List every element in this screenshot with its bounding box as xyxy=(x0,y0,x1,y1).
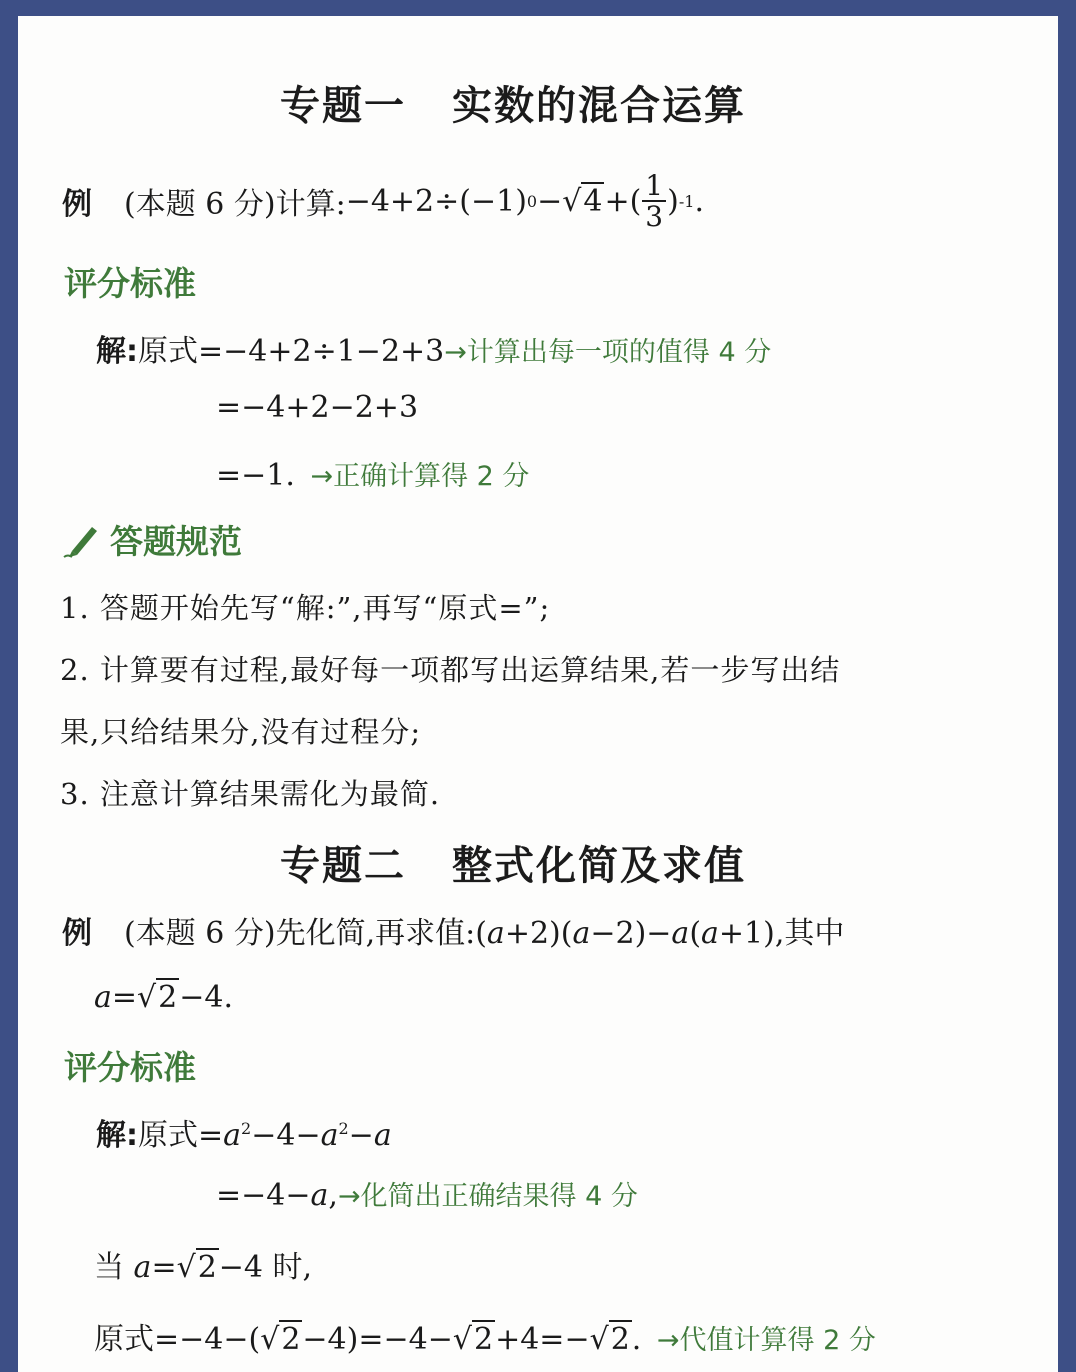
solution-expr: =−4− xyxy=(216,1178,311,1213)
solution-expr: = xyxy=(151,1250,177,1285)
topic2-title-text: 整式化简及求值 xyxy=(452,843,746,889)
topic1-title-number: 专题一 xyxy=(280,83,406,129)
solution-expr: +4=− xyxy=(495,1322,590,1357)
radical: √4 xyxy=(562,183,603,219)
example-expr-part: ( xyxy=(689,916,702,951)
numerator: 1 xyxy=(642,171,666,202)
example-label: 例 xyxy=(62,916,92,951)
scoring-note: →计算出每一项的值得 4 分 xyxy=(444,337,772,368)
scoring-note: →代值计算得 2 分 xyxy=(656,1325,876,1356)
example-prefix: (本题 6 分)计算: xyxy=(124,187,346,222)
radicand: 2 xyxy=(158,980,178,1015)
solution-line-3 xyxy=(216,454,529,493)
answer-norms-heading xyxy=(62,516,242,563)
topic2-title xyxy=(280,834,746,891)
example-expr-part: −2)− xyxy=(590,916,672,951)
answer-norms-title: 答题规范 xyxy=(110,522,242,561)
radical: √2 xyxy=(452,1322,494,1357)
example-expr-part: −4+2÷(−1) xyxy=(345,183,527,219)
exponent: 2 xyxy=(338,1119,349,1138)
fraction xyxy=(642,168,666,233)
solution2-line-2 xyxy=(216,1174,638,1213)
variable-a: a xyxy=(320,1118,339,1153)
example-label: 例 xyxy=(62,187,92,222)
solution-expr: −4− xyxy=(251,1118,321,1153)
solution2-line-1 xyxy=(96,1110,392,1154)
document-page xyxy=(18,16,1058,1372)
radical: √2 xyxy=(589,1322,630,1357)
variable-a: a xyxy=(701,916,719,951)
solution-expr: . xyxy=(631,1322,642,1357)
example-expr-part: +( xyxy=(604,183,642,219)
pencil-icon xyxy=(62,521,102,559)
topic2-example-line-2 xyxy=(94,980,233,1015)
solution2-line-4 xyxy=(94,1314,876,1358)
radicand: 4 xyxy=(583,183,603,219)
exponent: -1 xyxy=(678,191,695,211)
solution-expr: 原式= xyxy=(138,1118,224,1153)
scoring-note: →化简出正确结果得 4 分 xyxy=(337,1181,638,1212)
example-expr-part: −4. xyxy=(179,980,234,1015)
scoring-note: →正确计算得 2 分 xyxy=(310,461,530,492)
topic1-title xyxy=(280,74,746,131)
solution-expr: 原式=−4−( xyxy=(94,1322,261,1357)
radical: √2 xyxy=(137,980,178,1015)
scoring-criteria-heading: 评分标准 xyxy=(64,264,196,303)
solution-expr: − xyxy=(348,1118,374,1153)
norm-rule-2: 2. 计算要有过程,最好每一项都写出运算结果,若一步写出结 xyxy=(60,653,841,687)
variable-a: a xyxy=(133,1250,152,1285)
exponent: 0 xyxy=(526,191,538,211)
solution-line-2: =−4+2−2+3 xyxy=(216,390,419,425)
radical: √2 xyxy=(176,1250,217,1285)
topic2-title-number: 专题二 xyxy=(280,843,406,889)
example-expr-part: (本题 6 分)先化简,再求值:( xyxy=(124,916,487,951)
topic2-example-line-1 xyxy=(62,908,844,952)
example-expr-part: = xyxy=(111,980,138,1015)
solution-label: 解: xyxy=(96,1118,138,1153)
solution-expr: 当 xyxy=(94,1250,134,1285)
radicand: 2 xyxy=(197,1250,217,1285)
norm-rule-1: 1. 答题开始先写“解:”,再写“原式=”; xyxy=(60,591,551,625)
norm-rule-3: 3. 注意计算结果需化为最简. xyxy=(60,777,441,811)
variable-a: a xyxy=(310,1178,329,1213)
radical: √2 xyxy=(260,1322,301,1357)
topic1-example xyxy=(62,168,704,234)
denominator: 3 xyxy=(645,200,664,233)
solution-line-1 xyxy=(96,326,771,370)
example-expr-part: − xyxy=(537,183,563,219)
exponent: 2 xyxy=(241,1119,252,1138)
solution-expr: −4)=−4− xyxy=(302,1322,453,1357)
topic1-title-text: 实数的混合运算 xyxy=(452,83,746,129)
solution2-line-3 xyxy=(94,1242,312,1286)
example-expr-part: . xyxy=(694,183,704,219)
radicand: 2 xyxy=(610,1322,630,1357)
example-expr-part: +2)( xyxy=(504,916,573,951)
variable-a: a xyxy=(572,916,591,951)
solution-expr: 原式=−4+2÷1−2+3 xyxy=(138,334,445,369)
variable-a: a xyxy=(671,916,690,951)
solution-expr: −4 时, xyxy=(218,1250,313,1285)
solution-label: 解: xyxy=(96,334,138,369)
variable-a: a xyxy=(223,1118,242,1153)
solution-expr: =−1. xyxy=(216,458,295,493)
variable-a: a xyxy=(94,980,112,1015)
variable-a: a xyxy=(373,1118,392,1153)
norm-rule-2-cont: 果,只给结果分,没有过程分; xyxy=(60,715,422,749)
solution-expr: , xyxy=(328,1178,338,1213)
example-expr-part: ) xyxy=(667,183,679,219)
variable-a: a xyxy=(486,916,505,951)
example-expr-part: +1),其中 xyxy=(718,916,845,951)
radicand: 2 xyxy=(473,1322,494,1357)
radicand: 2 xyxy=(281,1322,301,1357)
scoring-criteria-heading-2: 评分标准 xyxy=(64,1048,196,1087)
